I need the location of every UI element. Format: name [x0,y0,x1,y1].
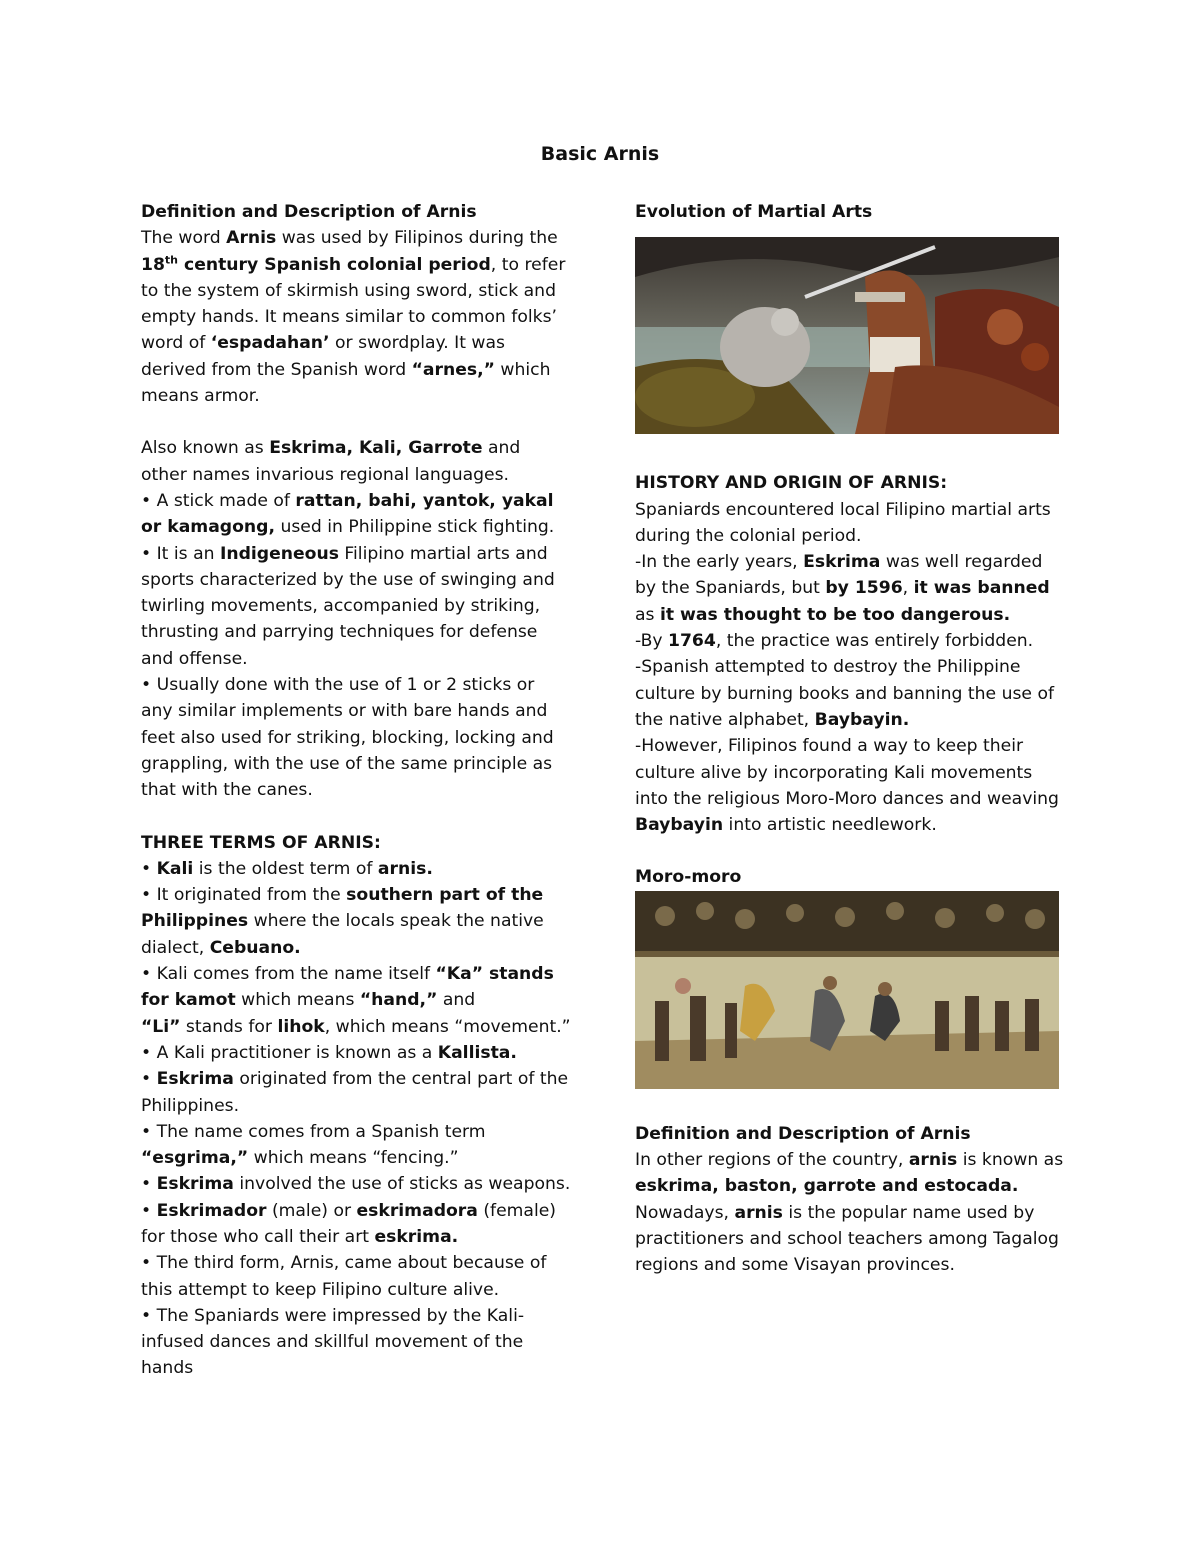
text: eskrima, baston, garrote and estocada. [635,1176,1019,1197]
text: Baybayin. [814,709,910,730]
text: A Kali practitioner is known as a [156,1042,438,1063]
text: Also known as [141,438,270,459]
text: Kali [156,858,194,879]
text: -Spanish attempted to destroy the Philippine culture by burning books and banning the use of the native alphabet, [635,657,1055,730]
text: and other names invarious regional languages. [141,438,521,485]
text: eskrima. [374,1226,459,1247]
text: A stick made of [156,490,296,511]
text: “Li” [141,1016,181,1037]
bullet-item: • The Spaniards were impressed by the Kali-infused dances and skillful movement of the hands [141,1303,571,1382]
bullet-item [141,1119,571,1172]
text: -However, Filipinos found a way to keep their culture alive by incorporating Kali movements into the religious Moro-Moro dances and weaving [635,736,1059,809]
battle-painting-image [635,237,1059,434]
text: 18 [141,254,165,275]
text: Arnis [226,228,277,249]
text: arnis. [377,858,433,879]
text: It is an [156,543,220,564]
text: is the popular name used by practitioners and school teachers among Tagalog regions and some Visayan provinces. [635,1202,1059,1276]
text: Indigeneous [219,543,339,564]
section-heading-three-terms: THREE TERMS OF ARNIS: [141,832,381,853]
bullet-item: • The third form, Arnis, came about because of this attempt to keep Filipino culture alive. [141,1250,571,1303]
text: arnis [908,1150,958,1171]
section-heading-moro-moro: Moro-moro [635,867,742,888]
text: The word [141,228,227,249]
text: eskrimadora [356,1200,478,1221]
text: , which means “movement.” [324,1016,571,1037]
text: is known as [957,1150,1064,1171]
bullet-item [141,1066,571,1119]
section-heading-definition: Definition and Description of Arnis [141,202,477,222]
text: , [902,578,914,599]
text: or swordplay. It was derived from the Spanish word [141,333,505,380]
text: The name comes from a Spanish term [156,1121,486,1142]
text: Baybayin [635,815,724,836]
text: Eskrima, Kali, Garrote [269,438,483,459]
text: (male) or [266,1200,357,1221]
text: Eskrima [803,552,881,573]
text: Kali comes from the name itself [156,964,436,985]
history-p3 [635,628,1067,654]
text: Eskrimador [156,1200,267,1221]
text: southern part of the Philippines [141,885,544,932]
section-heading-history: HISTORY AND ORIGIN OF ARNIS: [635,473,948,494]
definition-right-paragraph [635,1147,1067,1278]
section-heading-evolution: Evolution of Martial Arts [635,202,873,222]
text: which means [235,990,360,1011]
left-column [141,199,571,1382]
text: originated from the central part of the Philippines. [141,1069,569,1116]
text: 1764 [668,631,716,652]
moro-moro-painting-image [635,891,1059,1089]
text: “hand,” [359,990,438,1011]
text: Eskrima [156,1174,234,1195]
text: which means “fencing.” [248,1148,459,1169]
text: it was banned [913,578,1050,599]
text: by 1596 [825,578,903,599]
also-known-paragraph [141,435,571,488]
bullet-item: • Usually done with the use of 1 or 2 sticks or any similar implements or with bare hands and feet also used for striking, blocking, locking and grappling, with the use of the same principle as that with the canes. [141,672,571,803]
text: th [164,252,179,266]
bullet-item [141,1171,571,1197]
text: which means armor. [141,359,551,407]
text: was well regarded by the Spaniards, but [635,552,1043,599]
history-p2 [635,549,1067,628]
history-p5 [635,733,1067,838]
text: Cebuano. [209,937,301,958]
history-p1: Spaniards encountered local Filipino martial arts during the colonial period. [635,499,1051,546]
text: (female) for those who call their art [141,1200,557,1247]
text: into artistic needlework. [723,815,937,836]
text: century Spanish colonial period [178,254,491,275]
text: used in Philippine stick fighting. [274,517,555,538]
bullet-item [141,882,571,961]
text: “arnes,” [411,359,495,380]
text: Eskrima [156,1069,234,1090]
bullet-item [141,541,571,672]
text: as [635,604,660,625]
bullet-item [141,856,571,882]
definition-paragraph [141,225,571,409]
text: rattan, bahi, yantok, yakal or kamagong, [141,490,554,538]
text: “Ka” stands for kamot [141,964,554,1011]
text: involved the use of sticks as weapons. [233,1174,571,1195]
text: is the oldest term of [193,858,378,879]
bullet-item [141,1040,571,1066]
text: arnis [734,1202,783,1223]
text: It originated from the [156,885,347,906]
text: stands for [180,1016,278,1037]
section-heading-definition-right: Definition and Description of Arnis [635,1123,971,1144]
text: “esgrima,” [141,1148,249,1169]
text: and [437,990,476,1011]
text: where the locals speak the native dialect, [141,911,544,958]
bullet-item [141,961,571,1014]
text: was used by Filipinos during the [276,228,558,249]
history-p4 [635,654,1067,733]
bullet-item [141,1198,571,1251]
text-line [141,1014,571,1040]
text: Kallista. [437,1042,517,1063]
text: lihok [277,1016,325,1037]
text: In other regions of the country, [635,1150,909,1171]
page-title: Basic Arnis [540,143,660,165]
text: -By [635,631,669,652]
bullet-item [141,488,571,541]
text: , to refer to the system of skirmish using sword, stick and empty hands. It means similar to common folks’ word of [141,254,566,354]
text: Filipino martial arts and sports characterized by the use of swinging and twirling movements, accompanied by striking, thrusting and parrying techniques for defense and offense. [141,543,555,669]
text: it was thought to be too dangerous. [659,604,1011,625]
text: , the practice was entirely forbidden. [715,631,1034,652]
text: ‘espadahan’ [210,333,330,354]
text: -In the early years, [635,552,804,573]
text: Nowadays, [635,1202,735,1223]
right-column [635,199,1067,1279]
